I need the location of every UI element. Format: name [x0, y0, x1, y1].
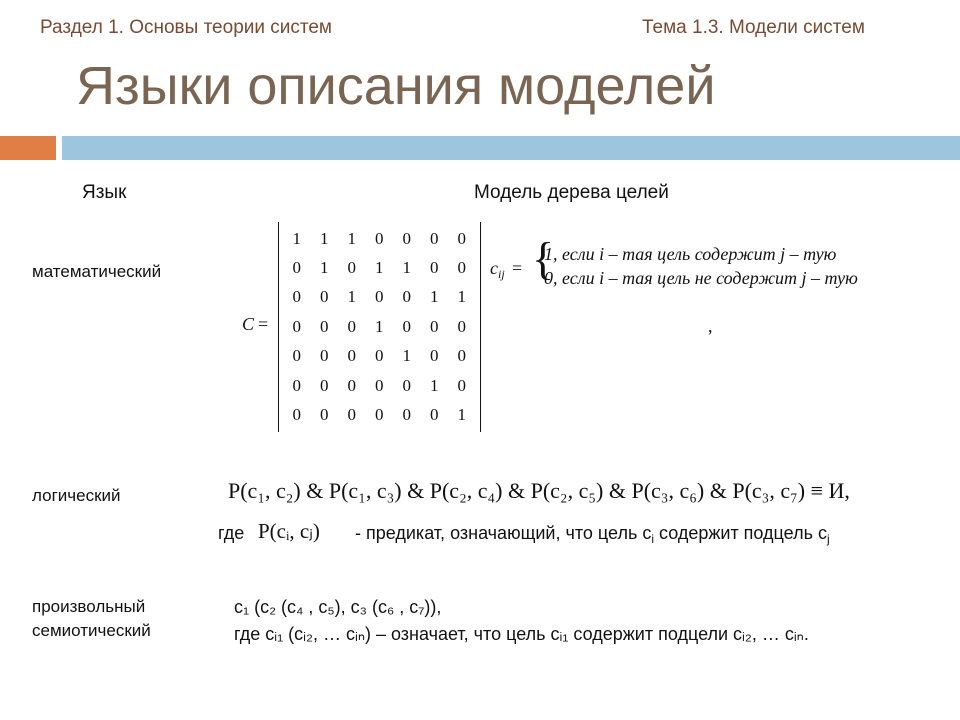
matrix-cell: 1	[430, 375, 439, 395]
matrix-cell: 1	[430, 287, 439, 307]
row-label-math: математический	[32, 262, 162, 281]
matrix-cell: 1	[292, 228, 301, 248]
matrix-cell: 0	[375, 405, 384, 425]
matrix-cell: 0	[347, 258, 356, 278]
matrix-cell: 0	[347, 346, 356, 366]
logic-where: где	[218, 523, 245, 543]
case-zero: 0, если i – тая цель не содержит j – тую	[544, 268, 858, 288]
column-header-language: Язык	[82, 182, 127, 203]
matrix-cell: 0	[430, 258, 439, 278]
accent-bar-blue	[62, 136, 960, 160]
matrix-cell: 0	[402, 228, 411, 248]
matrix-cell: 0	[320, 346, 329, 366]
brace-icon: {	[532, 233, 555, 284]
matrix-cell: 0	[320, 405, 329, 425]
matrix-cell: 0	[320, 375, 329, 395]
matrix-cell: 0	[430, 405, 439, 425]
topic-label: Тема 1.3. Модели систем	[642, 17, 865, 38]
matrix-cell: 0	[375, 375, 384, 395]
logic-predicate: P(cᵢ, cⱼ)	[258, 519, 320, 543]
matrix-cell: 0	[457, 346, 466, 366]
matrix-cell: 0	[430, 316, 439, 336]
matrix-cell: 0	[430, 346, 439, 366]
matrix-cell: 0	[292, 316, 301, 336]
matrix-row	[283, 283, 476, 312]
matrix-cell: 0	[320, 316, 329, 336]
matrix-cell: 1	[347, 228, 356, 248]
case-one: 1, если i – тая цель содержит j – тую	[544, 244, 837, 264]
matrix-row	[283, 400, 476, 429]
matrix-row	[283, 224, 476, 253]
matrix-equals: =	[258, 314, 269, 334]
row-label-semiotic-1: произвольный	[32, 597, 146, 616]
logic-formula: P(c₁, c₂) & P(c₁, c₃) & P(c₂, c₄) & P(c₂, c₅) & P(c₃, c₆) & P(c₃, c₇) ≡ И,	[228, 478, 850, 503]
matrix-cell: 1	[457, 405, 466, 425]
matrix-cell: 1	[402, 258, 411, 278]
matrix-row	[283, 371, 476, 400]
matrix-cell: 0	[320, 287, 329, 307]
row-label-semiotic-2: семиотический	[32, 621, 151, 640]
matrix-comma: ,	[708, 316, 713, 336]
matrix-symbol: C	[242, 314, 255, 334]
matrix-cell: 1	[402, 346, 411, 366]
matrix-cell: 1	[347, 287, 356, 307]
matrix-cell: 0	[457, 258, 466, 278]
matrix-cell: 0	[347, 375, 356, 395]
matrix-body	[278, 222, 481, 432]
matrix-cell: 0	[347, 405, 356, 425]
matrix-row	[283, 342, 476, 371]
matrix-cell: 0	[292, 258, 301, 278]
section-label: Раздел 1. Основы теории систем	[40, 17, 332, 38]
matrix-cell: 0	[402, 405, 411, 425]
matrix-cell: 0	[457, 375, 466, 395]
row-label-logic: логический	[32, 486, 121, 505]
matrix-cell: 0	[457, 228, 466, 248]
matrix-cell: 0	[375, 287, 384, 307]
cij-equals: =	[512, 258, 523, 278]
page-title: Языки описания моделей	[76, 56, 716, 116]
matrix-cell: 0	[292, 375, 301, 395]
matrix-cell: 1	[375, 316, 384, 336]
matrix-cell: 0	[402, 375, 411, 395]
column-header-goal-tree: Модель дерева целей	[474, 182, 669, 203]
logic-explanation: - предикат, означающий, что цель $c_i$ содержит подцель $c_j$	[355, 523, 830, 546]
matrix-row	[283, 312, 476, 341]
cij-symbol: $c_{ij}$	[490, 258, 505, 281]
semiotic-description: где cᵢ₁ (cᵢ₂, … cᵢₙ) – означает, что цель cᵢ₁ содержит подцели cᵢ₂, … cᵢₙ.	[234, 624, 809, 644]
matrix-cell: 0	[292, 287, 301, 307]
matrix-cell: 0	[375, 346, 384, 366]
matrix-cell: 0	[292, 346, 301, 366]
matrix-cell: 1	[375, 258, 384, 278]
matrix-cell: 0	[347, 316, 356, 336]
matrix-cell: 0	[402, 287, 411, 307]
matrix-cell: 0	[457, 316, 466, 336]
matrix-cell: 0	[375, 228, 384, 248]
accent-bar-orange	[0, 136, 56, 160]
matrix-cell: 1	[320, 228, 329, 248]
matrix-cell: 1	[457, 287, 466, 307]
semiotic-expression: c₁ (c₂ (c₄ , c₅), c₃ (c₆ , c₇)),	[234, 597, 442, 617]
matrix-cell: 1	[320, 258, 329, 278]
matrix-cell: 0	[292, 405, 301, 425]
matrix-cell: 0	[402, 316, 411, 336]
matrix-row	[283, 253, 476, 282]
matrix-cell: 0	[430, 228, 439, 248]
